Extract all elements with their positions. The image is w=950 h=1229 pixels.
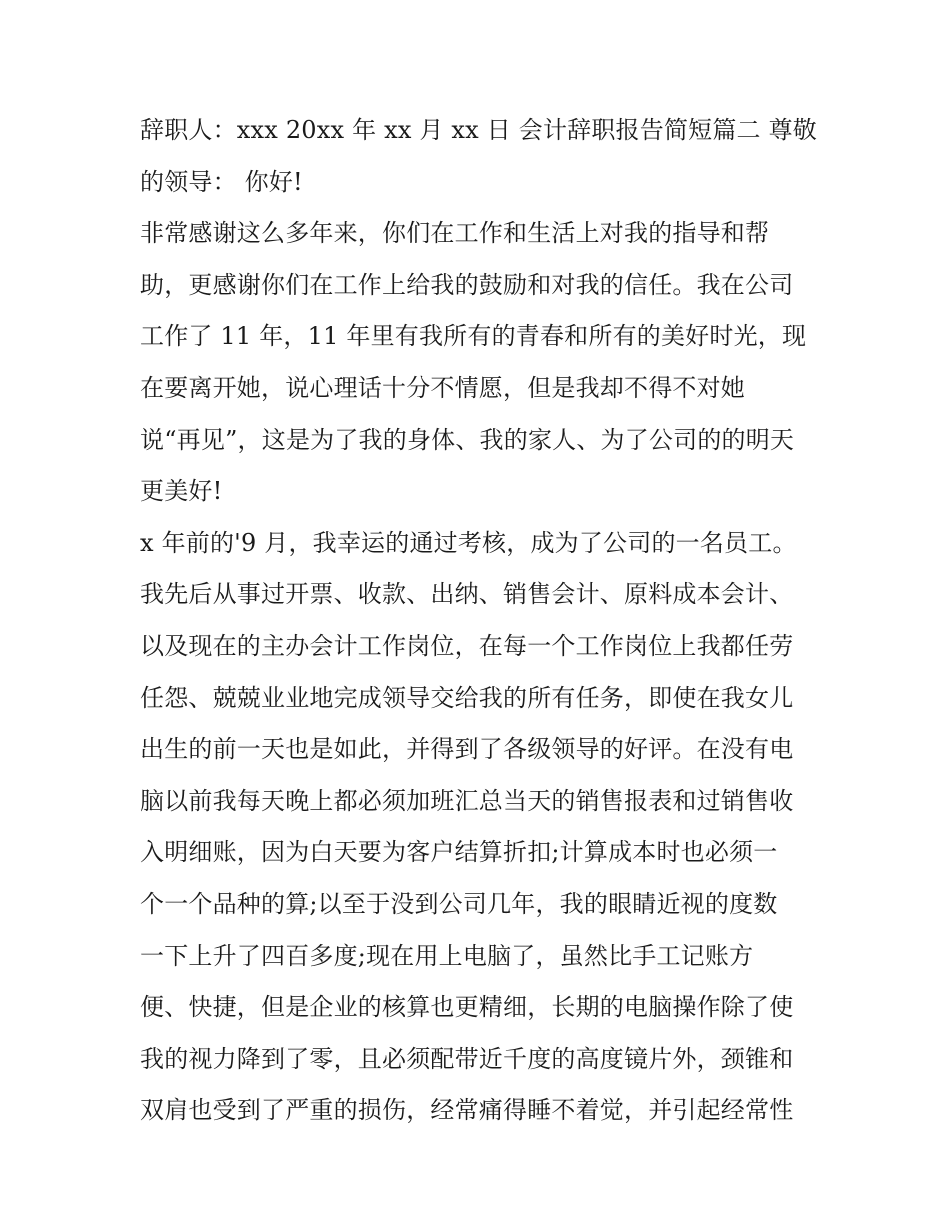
text-line-1: 辞职人：xxx 20xx 年 xx 月 xx 日 会计辞职报告简短篇二 尊敬: [140, 116, 817, 144]
text-line-10: 我先后从事过开票、收款、出纳、销售会计、原料成本会计、: [140, 580, 794, 609]
text-line-3: 非常感谢这么多年来，你们在工作和生活上对我的指导和帮: [140, 219, 770, 248]
resignation-letter-text: [140, 105, 820, 1137]
text-line-17: 一下上升了四百多度;现在用上电脑了，虽然比手工记账方: [140, 941, 754, 970]
text-line-6: 在要离开她，说心理话十分不情愿，但是我却不得不对她: [140, 373, 745, 402]
text-line-11: 以及现在的主办会计工作岗位，在每一个工作岗位上我都任劳: [140, 631, 794, 660]
text-line-14: 脑以前我每天晚上都必须加班汇总当天的销售报表和过销售收: [140, 786, 794, 815]
text-line-12: 任怨、兢兢业业地完成领导交给我的所有任务，即使在我女儿: [140, 683, 794, 712]
text-line-19: 我的视力降到了零，且必须配带近千度的高度镜片外，颈锥和: [140, 1044, 794, 1073]
text-line-18: 便、快捷，但是企业的核算也更精细，长期的电脑操作除了使: [140, 993, 794, 1022]
text-line-7: 说“再见”，这是为了我的身体、我的家人、为了公司的的明天: [140, 425, 795, 454]
text-line-16: 个一个品种的算;以至于没到公司几年，我的眼睛近视的度数: [140, 889, 778, 918]
text-line-13: 出生的前一天也是如此，并得到了各级领导的好评。在没有电: [140, 735, 794, 764]
text-line-5: 工作了 11 年，11 年里有我所有的青春和所有的美好时光，现: [140, 322, 807, 351]
text-line-15: 入明细账，因为白天要为客户结算折扣;计算成本时也必须一: [140, 838, 778, 867]
text-line-9: x 年前的'9 月，我幸运的通过考核，成为了公司的一名员工。: [140, 528, 797, 557]
text-line-2: 的领导： 你好!: [140, 167, 303, 196]
text-line-8: 更美好!: [140, 477, 223, 506]
text-line-4: 助，更感谢你们在工作上给我的鼓励和对我的信任。我在公司: [140, 270, 794, 299]
text-line-20: 双肩也受到了严重的损伤，经常痛得睡不着觉，并引起经常性: [140, 1096, 794, 1125]
